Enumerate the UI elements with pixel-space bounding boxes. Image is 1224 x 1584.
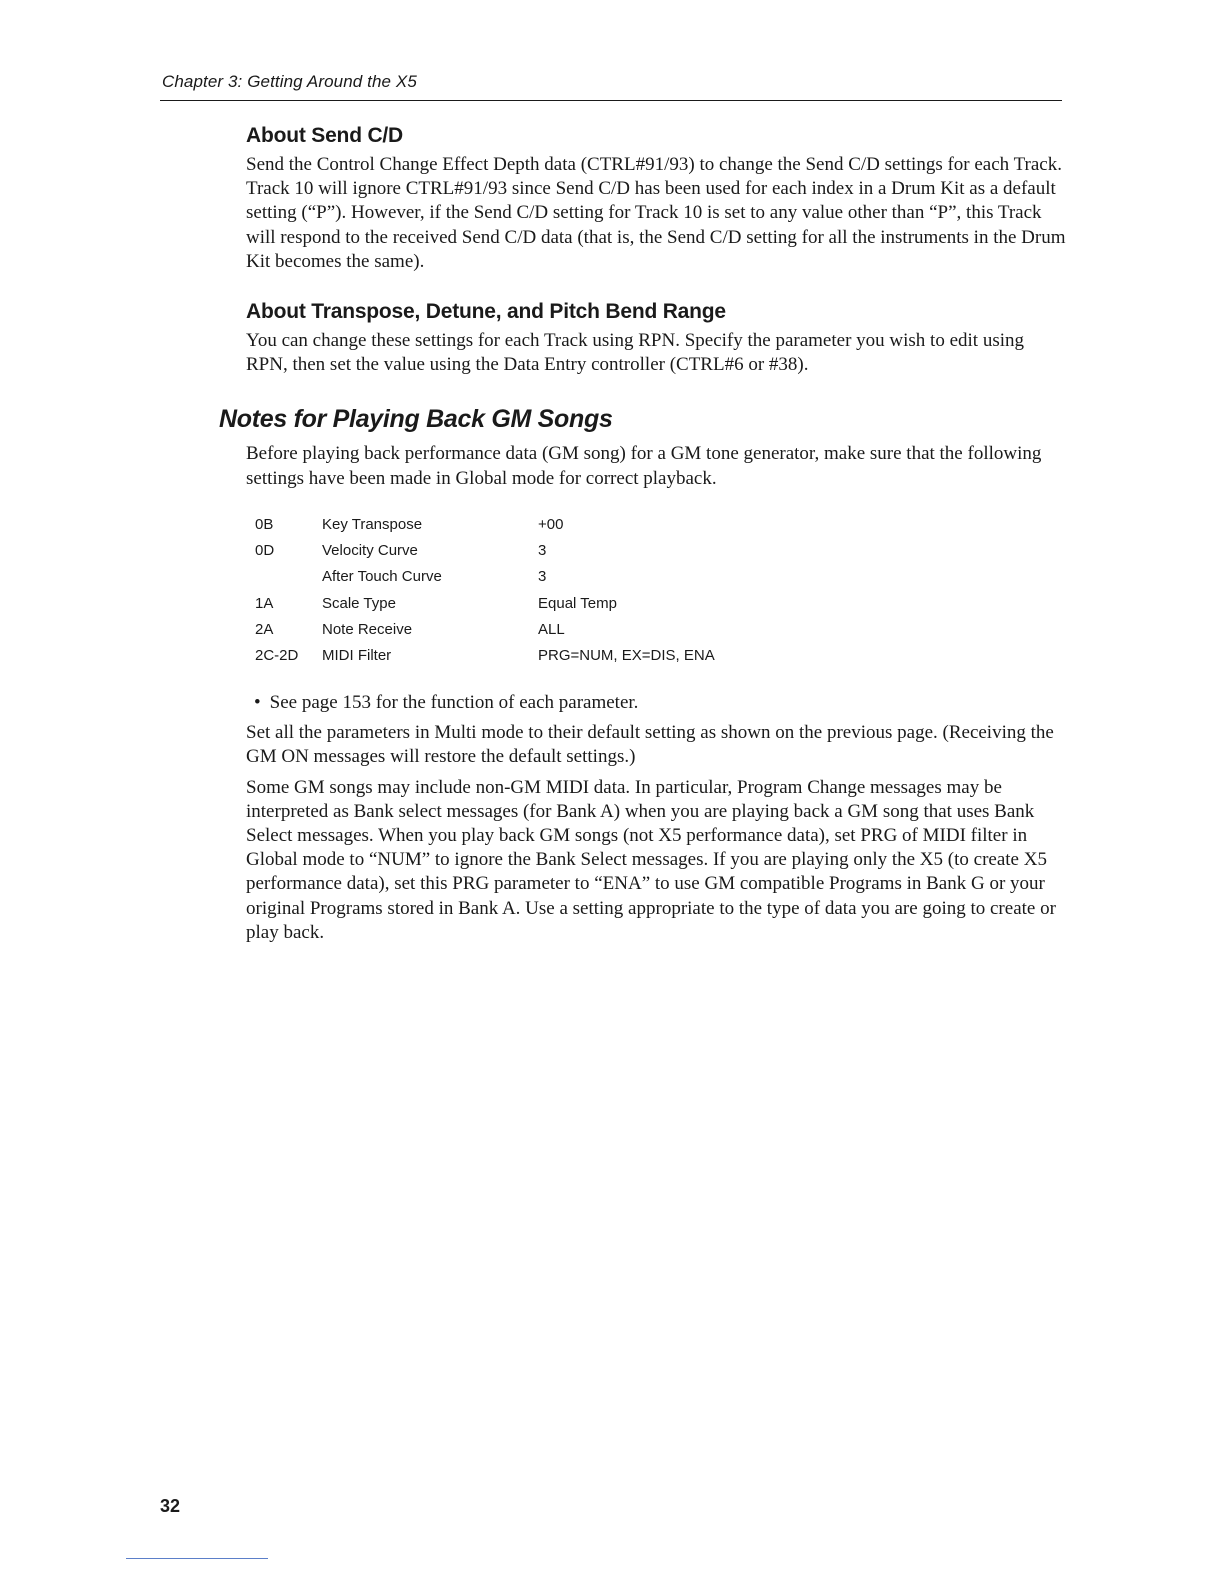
header-rule bbox=[160, 100, 1062, 101]
paragraph-gm-intro: Before playing back performance data (GM song) for a GM tone generator, make sure that the following settings have been made in Global mode for correct playback. bbox=[246, 443, 1042, 489]
running-head: Chapter 3: Getting Around the X5 bbox=[162, 72, 417, 91]
page-content bbox=[219, 120, 1066, 945]
setting-code: 0D bbox=[255, 541, 275, 559]
heading-transpose: About Transpose, Detune, and Pitch Bend Range bbox=[246, 300, 726, 324]
setting-name: Velocity Curve bbox=[322, 541, 418, 559]
setting-code bbox=[255, 564, 322, 590]
heading-gm-songs: Notes for Playing Back GM Songs bbox=[219, 405, 613, 434]
setting-name: Key Transpose bbox=[322, 515, 423, 533]
paragraph-non-gm-data: Some GM songs may include non-GM MIDI data. In particular, Program Change messages may be interpreted as Bank select messages (for Bank A) when you are playing back a GM song that uses Bank Select messages. When you play back GM songs (not X5 performance data), set PRG of MIDI filter in Global mode to “NUM” to ignore the Bank Select messages. If you are playing only the X5 (to create X5 performance data), set this PRG parameter to “ENA” to use GM compatible Programs in Bank G or your original Programs stored in Bank A. Use a setting appropriate to the type of data you are going to create or play back. bbox=[246, 776, 1056, 943]
table-row bbox=[255, 564, 715, 590]
setting-code: 2A bbox=[255, 621, 274, 639]
setting-code: 0B bbox=[255, 515, 274, 533]
setting-value: PRG=NUM, EX=DIS, ENA bbox=[538, 647, 715, 665]
table-row bbox=[255, 511, 715, 537]
setting-name: Scale Type bbox=[322, 594, 396, 612]
setting-name: MIDI Filter bbox=[322, 647, 392, 665]
table-row bbox=[255, 616, 715, 642]
setting-code: 1A bbox=[255, 594, 274, 612]
setting-value: 3 bbox=[538, 568, 547, 586]
paragraph-transpose: You can change these settings for each Track using RPN. Specify the parameter you wish to edit using RPN, then set the value using the Data Entry controller (CTRL#6 or #38). bbox=[246, 330, 1024, 376]
setting-name: After Touch Curve bbox=[322, 568, 442, 586]
setting-code: 2C-2D bbox=[255, 647, 299, 665]
table-row bbox=[255, 590, 715, 616]
bullet-dot: • bbox=[254, 692, 261, 714]
footer-rule bbox=[126, 1558, 268, 1559]
paragraph-send-cd: Send the Control Change Effect Depth data (CTRL#91/93) to change the Send C/D settings for each Track. Track 10 will ignore CTRL#91/93 since Send C/D has been used for each index in a Drum Kit as a default setting (“P”). However, if the Send C/D setting for Track 10 is set to any value other than “P”, this Track will respond to the received Send C/D data (that is, the Send C/D setting for all the instruments in the Drum Kit becomes the same). bbox=[246, 154, 1066, 272]
table-row bbox=[255, 643, 715, 669]
setting-value: 3 bbox=[538, 541, 547, 559]
setting-name: Note Receive bbox=[322, 621, 413, 639]
paragraph-multi-mode: Set all the parameters in Multi mode to their default setting as shown on the previous page. (Receiving the GM ON messages will restore the default settings.) bbox=[246, 722, 1054, 768]
bullet-item bbox=[246, 691, 1066, 715]
global-settings-table bbox=[255, 511, 715, 669]
setting-value: +00 bbox=[538, 515, 564, 533]
setting-value: ALL bbox=[538, 621, 565, 639]
setting-value: Equal Temp bbox=[538, 594, 617, 612]
table-row bbox=[255, 537, 715, 563]
page-number: 32 bbox=[160, 1496, 181, 1516]
bullet-text: See page 153 for the function of each parameter. bbox=[269, 692, 639, 714]
heading-send-cd: About Send C/D bbox=[246, 124, 404, 147]
